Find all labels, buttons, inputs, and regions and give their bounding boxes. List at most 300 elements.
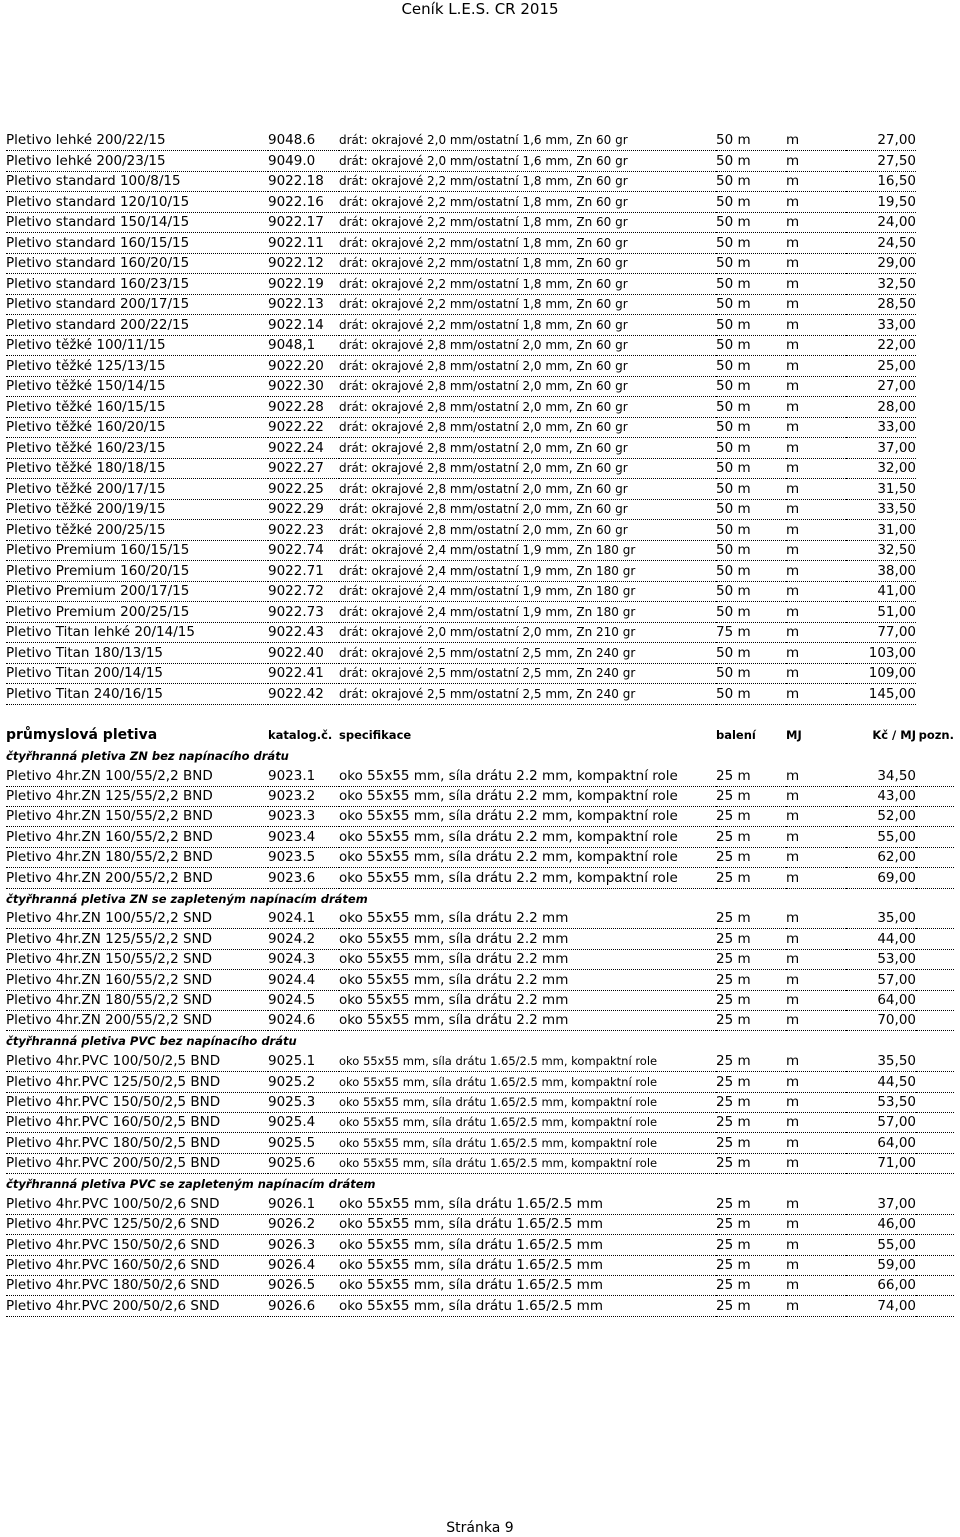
price: 34,50 — [846, 766, 916, 786]
product-name: Pletivo 4hr.ZN 100/55/2,2 SND — [6, 909, 268, 929]
catalog-number: 9022.43 — [268, 622, 339, 643]
price: 38,00 — [846, 561, 916, 582]
package-size: 50 m — [716, 192, 786, 213]
price: 52,00 — [846, 807, 916, 827]
product-name: Pletivo 4hr.ZN 200/55/2,2 SND — [6, 1010, 268, 1030]
price: 46,00 — [846, 1214, 916, 1234]
specification: drát: okrajové 2,8 mm/ostatní 2,0 mm, Zn 60 gr — [339, 520, 716, 541]
specification: oko 55x55 mm, síla drátu 1.65/2.5 mm — [339, 1235, 716, 1255]
page-header: Ceník L.E.S. CR 2015 — [401, 0, 559, 18]
price: 37,00 — [846, 1194, 916, 1214]
product-name: Pletivo 4hr.PVC 125/50/2,6 SND — [6, 1214, 268, 1234]
package-size: 50 m — [716, 520, 786, 541]
catalog-number: 9048.6 — [268, 130, 339, 151]
catalog-number: 9022.12 — [268, 253, 339, 274]
specification: oko 55x55 mm, síla drátu 2.2 mm — [339, 1010, 716, 1030]
catalog-number: 9026.2 — [268, 1214, 339, 1234]
product-name: Pletivo 4hr.PVC 200/50/2,5 BND — [6, 1153, 268, 1173]
package-size: 50 m — [716, 171, 786, 192]
price: 66,00 — [846, 1276, 916, 1296]
section-heading: čtyřhranná pletiva PVC bez napínacího drátu — [6, 1034, 297, 1049]
price: 33,00 — [846, 315, 916, 336]
table-row — [6, 253, 916, 274]
package-size: 25 m — [716, 847, 786, 867]
unit: m — [786, 929, 846, 949]
package-size: 50 m — [716, 335, 786, 356]
table-row — [6, 356, 916, 377]
catalog-number: 9048,1 — [268, 335, 339, 356]
package-size: 25 m — [716, 1112, 786, 1132]
catalog-number: 9024.4 — [268, 970, 339, 990]
product-name: Pletivo standard 160/15/15 — [6, 233, 268, 254]
catalog-number: 9022.20 — [268, 356, 339, 377]
price: 145,00 — [846, 684, 916, 705]
table-row — [6, 233, 916, 254]
unit: m — [786, 663, 846, 684]
specification: drát: okrajové 2,2 mm/ostatní 1,8 mm, Zn 60 gr — [339, 253, 716, 274]
product-name: Pletivo těžké 160/15/15 — [6, 397, 268, 418]
catalog-number: 9022.72 — [268, 581, 339, 602]
catalog-number: 9049.0 — [268, 151, 339, 172]
catalog-number: 9023.3 — [268, 807, 339, 827]
catalog-number: 9025.2 — [268, 1072, 339, 1092]
table-row — [6, 766, 954, 786]
specification: drát: okrajové 2,5 mm/ostatní 2,5 mm, Zn 240 gr — [339, 684, 716, 705]
specification: oko 55x55 mm, síla drátu 2.2 mm, kompaktní role — [339, 786, 716, 806]
note — [916, 1276, 954, 1296]
unit: m — [786, 540, 846, 561]
product-name: Pletivo 4hr.PVC 160/50/2,5 BND — [6, 1112, 268, 1132]
table-row — [6, 684, 916, 705]
table-row — [6, 909, 954, 929]
catalog-number: 9022.17 — [268, 212, 339, 233]
table-row — [6, 274, 916, 295]
table-row — [6, 663, 916, 684]
package-size: 50 m — [716, 458, 786, 479]
column-header-pack: balení — [716, 728, 756, 743]
specification: oko 55x55 mm, síla drátu 2.2 mm, kompaktní role — [339, 807, 716, 827]
section-heading-row — [6, 745, 954, 765]
unit: m — [786, 622, 846, 643]
unit: m — [786, 1133, 846, 1153]
package-size: 25 m — [716, 1010, 786, 1030]
package-size: 25 m — [716, 1255, 786, 1275]
unit: m — [786, 397, 846, 418]
catalog-number: 9024.2 — [268, 929, 339, 949]
unit: m — [786, 1276, 846, 1296]
catalog-number: 9022.30 — [268, 376, 339, 397]
price: 24,00 — [846, 212, 916, 233]
unit: m — [786, 520, 846, 541]
price: 44,00 — [846, 929, 916, 949]
product-name: Pletivo 4hr.PVC 125/50/2,5 BND — [6, 1072, 268, 1092]
product-name: Pletivo lehké 200/22/15 — [6, 130, 268, 151]
specification: drát: okrajové 2,4 mm/ostatní 1,9 mm, Zn 180 gr — [339, 602, 716, 623]
table-row — [6, 643, 916, 664]
specification: oko 55x55 mm, síla drátu 2.2 mm, kompaktní role — [339, 766, 716, 786]
product-name: Pletivo 4hr.PVC 160/50/2,6 SND — [6, 1255, 268, 1275]
specification: drát: okrajové 2,0 mm/ostatní 2,0 mm, Zn 210 gr — [339, 622, 716, 643]
catalog-number: 9022.24 — [268, 438, 339, 459]
unit: m — [786, 233, 846, 254]
package-size: 50 m — [716, 151, 786, 172]
package-size: 75 m — [716, 622, 786, 643]
specification: drát: okrajové 2,2 mm/ostatní 1,8 mm, Zn 60 gr — [339, 212, 716, 233]
note — [916, 1214, 954, 1234]
table-row — [6, 1276, 954, 1296]
note — [916, 1153, 954, 1173]
table-row — [6, 458, 916, 479]
specification: drát: okrajové 2,4 mm/ostatní 1,9 mm, Zn 180 gr — [339, 540, 716, 561]
specification: drát: okrajové 2,2 mm/ostatní 1,8 mm, Zn 60 gr — [339, 274, 716, 295]
product-name: Pletivo těžké 160/20/15 — [6, 417, 268, 438]
unit: m — [786, 868, 846, 888]
product-name: Pletivo Premium 160/20/15 — [6, 561, 268, 582]
product-name: Pletivo standard 200/22/15 — [6, 315, 268, 336]
column-header-note: pozn. — [918, 728, 954, 743]
catalog-number: 9022.11 — [268, 233, 339, 254]
package-size: 50 m — [716, 253, 786, 274]
unit: m — [786, 1072, 846, 1092]
unit: m — [786, 294, 846, 315]
price: 55,00 — [846, 827, 916, 847]
catalog-number: 9022.19 — [268, 274, 339, 295]
section-heading-row — [6, 1031, 954, 1051]
note — [916, 909, 954, 929]
note — [916, 827, 954, 847]
package-size: 50 m — [716, 602, 786, 623]
unit: m — [786, 970, 846, 990]
product-name: Pletivo těžké 200/19/15 — [6, 499, 268, 520]
product-name: Pletivo 4hr.PVC 150/50/2,6 SND — [6, 1235, 268, 1255]
price: 24,50 — [846, 233, 916, 254]
price: 29,00 — [846, 253, 916, 274]
unit: m — [786, 561, 846, 582]
price: 33,00 — [846, 417, 916, 438]
unit: m — [786, 212, 846, 233]
catalog-number: 9022.41 — [268, 663, 339, 684]
table-row — [6, 1010, 954, 1030]
catalog-number: 9022.23 — [268, 520, 339, 541]
catalog-number: 9022.71 — [268, 561, 339, 582]
unit: m — [786, 786, 846, 806]
package-size: 25 m — [716, 1194, 786, 1214]
specification: drát: okrajové 2,8 mm/ostatní 2,0 mm, Zn 60 gr — [339, 335, 716, 356]
package-size: 50 m — [716, 499, 786, 520]
table-row — [6, 949, 954, 969]
catalog-number: 9025.4 — [268, 1112, 339, 1132]
specification: oko 55x55 mm, síla drátu 1.65/2.5 mm, kompaktní role — [339, 1133, 716, 1153]
price: 69,00 — [846, 868, 916, 888]
package-size: 50 m — [716, 294, 786, 315]
specification: drát: okrajové 2,8 mm/ostatní 2,0 mm, Zn 60 gr — [339, 376, 716, 397]
price: 57,00 — [846, 970, 916, 990]
table-row — [6, 561, 916, 582]
catalog-number: 9024.5 — [268, 990, 339, 1010]
note — [916, 990, 954, 1010]
price: 27,00 — [846, 130, 916, 151]
specification: oko 55x55 mm, síla drátu 2.2 mm, kompaktní role — [339, 868, 716, 888]
unit: m — [786, 274, 846, 295]
unit: m — [786, 684, 846, 705]
catalog-number: 9022.27 — [268, 458, 339, 479]
note — [916, 868, 954, 888]
package-size: 25 m — [716, 1092, 786, 1112]
package-size: 25 m — [716, 786, 786, 806]
table-header-row — [6, 725, 954, 745]
unit: m — [786, 602, 846, 623]
section-heading: čtyřhranná pletiva PVC se zapleteným napínacím drátem — [6, 1176, 376, 1191]
table-row — [6, 807, 954, 827]
specification: drát: okrajové 2,8 mm/ostatní 2,0 mm, Zn 60 gr — [339, 417, 716, 438]
catalog-number: 9023.2 — [268, 786, 339, 806]
catalog-number: 9026.4 — [268, 1255, 339, 1275]
unit: m — [786, 192, 846, 213]
specification: oko 55x55 mm, síla drátu 1.65/2.5 mm — [339, 1214, 716, 1234]
package-size: 25 m — [716, 766, 786, 786]
package-size: 25 m — [716, 949, 786, 969]
specification: oko 55x55 mm, síla drátu 1.65/2.5 mm, kompaktní role — [339, 1051, 716, 1071]
package-size: 25 m — [716, 1235, 786, 1255]
table-row — [6, 417, 916, 438]
price: 103,00 — [846, 643, 916, 664]
table-row — [6, 827, 954, 847]
table-row — [6, 1255, 954, 1275]
specification: oko 55x55 mm, síla drátu 2.2 mm — [339, 990, 716, 1010]
catalog-number: 9023.4 — [268, 827, 339, 847]
catalog-number: 9022.28 — [268, 397, 339, 418]
section-heading: čtyřhranná pletiva ZN bez napínacího drátu — [6, 748, 289, 763]
unit: m — [786, 171, 846, 192]
package-size: 50 m — [716, 315, 786, 336]
unit: m — [786, 1051, 846, 1071]
price: 35,00 — [846, 909, 916, 929]
price: 53,50 — [846, 1092, 916, 1112]
package-size: 25 m — [716, 970, 786, 990]
price: 64,00 — [846, 990, 916, 1010]
price: 62,00 — [846, 847, 916, 867]
price: 74,00 — [846, 1296, 916, 1316]
catalog-number: 9023.1 — [268, 766, 339, 786]
table-row — [6, 151, 916, 172]
product-name: Pletivo těžké 150/14/15 — [6, 376, 268, 397]
package-size: 50 m — [716, 130, 786, 151]
specification: drát: okrajové 2,8 mm/ostatní 2,0 mm, Zn 60 gr — [339, 438, 716, 459]
table-row — [6, 540, 916, 561]
table-row — [6, 192, 916, 213]
table-row — [6, 847, 954, 867]
table-row — [6, 212, 916, 233]
product-name: Pletivo 4hr.ZN 180/55/2,2 BND — [6, 847, 268, 867]
note — [916, 1255, 954, 1275]
product-name: Pletivo 4hr.ZN 160/55/2,2 SND — [6, 970, 268, 990]
specification: drát: okrajové 2,0 mm/ostatní 1,6 mm, Zn 60 gr — [339, 130, 716, 151]
product-name: Pletivo 4hr.ZN 150/55/2,2 SND — [6, 949, 268, 969]
table-row — [6, 315, 916, 336]
catalog-number: 9026.3 — [268, 1235, 339, 1255]
unit: m — [786, 827, 846, 847]
price: 57,00 — [846, 1112, 916, 1132]
catalog-number: 9022.42 — [268, 684, 339, 705]
unit: m — [786, 581, 846, 602]
note — [916, 786, 954, 806]
unit: m — [786, 499, 846, 520]
catalog-number: 9022.73 — [268, 602, 339, 623]
catalog-number: 9022.74 — [268, 540, 339, 561]
note — [916, 1092, 954, 1112]
package-size: 50 m — [716, 540, 786, 561]
table-row — [6, 520, 916, 541]
table-row — [6, 1214, 954, 1234]
specification: oko 55x55 mm, síla drátu 1.65/2.5 mm — [339, 1276, 716, 1296]
product-name: Pletivo 4hr.PVC 100/50/2,5 BND — [6, 1051, 268, 1071]
table-row — [6, 438, 916, 459]
unit: m — [786, 253, 846, 274]
package-size: 25 m — [716, 868, 786, 888]
price: 43,00 — [846, 786, 916, 806]
unit: m — [786, 643, 846, 664]
product-name: Pletivo těžké 100/11/15 — [6, 335, 268, 356]
note — [916, 766, 954, 786]
table-row — [6, 1194, 954, 1214]
table-row — [6, 294, 916, 315]
unit: m — [786, 847, 846, 867]
catalog-number: 9022.16 — [268, 192, 339, 213]
specification: oko 55x55 mm, síla drátu 1.65/2.5 mm, kompaktní role — [339, 1153, 716, 1173]
package-size: 50 m — [716, 233, 786, 254]
product-name: Pletivo těžké 160/23/15 — [6, 438, 268, 459]
product-name: Pletivo Titan 180/13/15 — [6, 643, 268, 664]
catalog-number: 9026.6 — [268, 1296, 339, 1316]
table-row — [6, 479, 916, 500]
specification: oko 55x55 mm, síla drátu 1.65/2.5 mm, kompaktní role — [339, 1092, 716, 1112]
note — [916, 1235, 954, 1255]
price: 41,00 — [846, 581, 916, 602]
unit: m — [786, 1153, 846, 1173]
unit: m — [786, 151, 846, 172]
package-size: 25 m — [716, 1296, 786, 1316]
catalog-number: 9026.1 — [268, 1194, 339, 1214]
specification: drát: okrajové 2,8 mm/ostatní 2,0 mm, Zn 60 gr — [339, 479, 716, 500]
product-name: Pletivo těžké 180/18/15 — [6, 458, 268, 479]
unit: m — [786, 1194, 846, 1214]
package-size: 50 m — [716, 356, 786, 377]
package-size: 50 m — [716, 274, 786, 295]
price: 32,50 — [846, 274, 916, 295]
table-row — [6, 1092, 954, 1112]
package-size: 25 m — [716, 827, 786, 847]
catalog-number: 9023.6 — [268, 868, 339, 888]
table-row — [6, 1235, 954, 1255]
table-row — [6, 1051, 954, 1071]
package-size: 50 m — [716, 397, 786, 418]
note — [916, 807, 954, 827]
section-title: průmyslová pletiva — [6, 727, 158, 744]
catalog-number: 9022.22 — [268, 417, 339, 438]
specification: drát: okrajové 2,8 mm/ostatní 2,0 mm, Zn 60 gr — [339, 499, 716, 520]
product-name: Pletivo standard 200/17/15 — [6, 294, 268, 315]
price: 44,50 — [846, 1072, 916, 1092]
price: 35,50 — [846, 1051, 916, 1071]
package-size: 50 m — [716, 643, 786, 664]
price: 31,50 — [846, 479, 916, 500]
unit: m — [786, 949, 846, 969]
table-row — [6, 397, 916, 418]
product-name: Pletivo 4hr.ZN 180/55/2,2 SND — [6, 990, 268, 1010]
product-name: Pletivo Titan 200/14/15 — [6, 663, 268, 684]
price-table-general — [6, 130, 916, 705]
specification: drát: okrajové 2,8 mm/ostatní 2,0 mm, Zn 60 gr — [339, 356, 716, 377]
package-size: 25 m — [716, 807, 786, 827]
catalog-number: 9024.3 — [268, 949, 339, 969]
catalog-number: 9022.40 — [268, 643, 339, 664]
price: 64,00 — [846, 1133, 916, 1153]
table-row — [6, 602, 916, 623]
price: 19,50 — [846, 192, 916, 213]
package-size: 25 m — [716, 929, 786, 949]
product-name: Pletivo standard 160/23/15 — [6, 274, 268, 295]
table-row — [6, 581, 916, 602]
price-table-industrial — [6, 725, 954, 1317]
specification: oko 55x55 mm, síla drátu 2.2 mm, kompaktní role — [339, 847, 716, 867]
unit: m — [786, 1214, 846, 1234]
specification: oko 55x55 mm, síla drátu 2.2 mm — [339, 949, 716, 969]
price: 71,00 — [846, 1153, 916, 1173]
specification: drát: okrajové 2,2 mm/ostatní 1,8 mm, Zn 60 gr — [339, 171, 716, 192]
unit: m — [786, 1092, 846, 1112]
column-header-unit: MJ — [786, 728, 802, 743]
unit: m — [786, 315, 846, 336]
product-name: Pletivo těžké 125/13/15 — [6, 356, 268, 377]
product-name: Pletivo Premium 200/17/15 — [6, 581, 268, 602]
package-size: 25 m — [716, 1051, 786, 1071]
package-size: 50 m — [716, 417, 786, 438]
table-row — [6, 376, 916, 397]
unit: m — [786, 807, 846, 827]
product-name: Pletivo 4hr.ZN 160/55/2,2 BND — [6, 827, 268, 847]
package-size: 50 m — [716, 684, 786, 705]
section-heading-row — [6, 1174, 954, 1194]
product-name: Pletivo Titan 240/16/15 — [6, 684, 268, 705]
specification: drát: okrajové 2,0 mm/ostatní 1,6 mm, Zn 60 gr — [339, 151, 716, 172]
specification: oko 55x55 mm, síla drátu 2.2 mm — [339, 929, 716, 949]
note — [916, 847, 954, 867]
unit: m — [786, 458, 846, 479]
product-name: Pletivo 4hr.PVC 180/50/2,5 BND — [6, 1133, 268, 1153]
package-size: 25 m — [716, 1072, 786, 1092]
package-size: 25 m — [716, 1153, 786, 1173]
price: 109,00 — [846, 663, 916, 684]
package-size: 25 m — [716, 909, 786, 929]
product-name: Pletivo 4hr.PVC 100/50/2,6 SND — [6, 1194, 268, 1214]
unit: m — [786, 130, 846, 151]
package-size: 25 m — [716, 1214, 786, 1234]
specification: drát: okrajové 2,5 mm/ostatní 2,5 mm, Zn 240 gr — [339, 643, 716, 664]
package-size: 50 m — [716, 479, 786, 500]
package-size: 25 m — [716, 1133, 786, 1153]
table-row — [6, 130, 916, 151]
specification: drát: okrajové 2,5 mm/ostatní 2,5 mm, Zn 240 gr — [339, 663, 716, 684]
catalog-number: 9025.3 — [268, 1092, 339, 1112]
price: 32,00 — [846, 458, 916, 479]
note — [916, 1112, 954, 1132]
price: 27,50 — [846, 151, 916, 172]
note — [916, 970, 954, 990]
unit: m — [786, 417, 846, 438]
package-size: 50 m — [716, 212, 786, 233]
specification: oko 55x55 mm, síla drátu 1.65/2.5 mm — [339, 1194, 716, 1214]
table-row — [6, 499, 916, 520]
